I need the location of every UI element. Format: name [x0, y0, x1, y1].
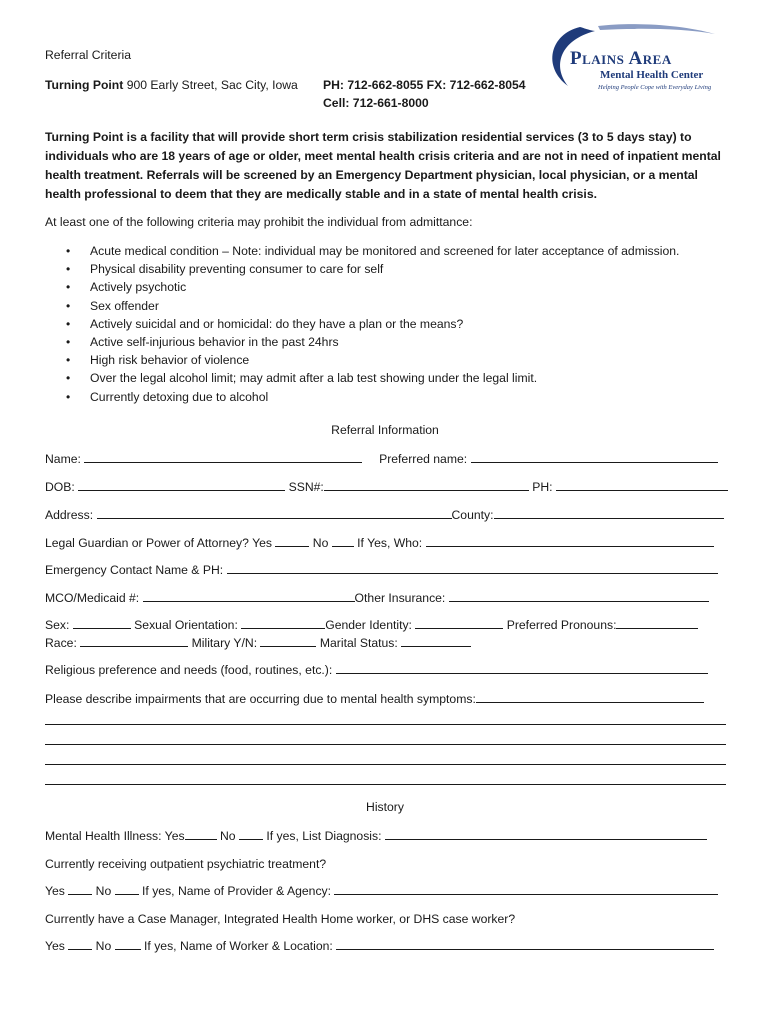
preferred-name-field[interactable]	[471, 452, 718, 463]
criteria-item: • Over the legal alcohol limit; may admit after a lab test showing under the legal limit.	[66, 370, 679, 388]
race-label: Race:	[45, 636, 77, 650]
dob-label: DOB:	[45, 480, 75, 494]
phone-fax: PH: 712-662-8055 FX: 712-662-8054	[323, 78, 526, 92]
mh-illness-row	[45, 829, 707, 843]
criteria-item: • Acute medical condition – Note: individual may be monitored and screened for later acceptance of admission.	[66, 243, 679, 261]
preferred-name-label: Preferred name:	[379, 452, 468, 466]
demographics-row-2	[45, 636, 471, 650]
ssn-field[interactable]	[324, 480, 529, 491]
guardian-label: Legal Guardian or Power of Attorney? Yes	[45, 536, 272, 550]
case-manager-yes-field[interactable]	[68, 939, 92, 950]
race-field[interactable]	[80, 636, 188, 647]
outpatient-yes-field[interactable]	[68, 884, 92, 895]
mco-label: MCO/Medicaid #:	[45, 591, 140, 605]
other-insurance-field[interactable]	[449, 591, 709, 602]
intro-paragraph: Turning Point is a facility that will provide short term crisis stabilization residential services (3 to 5 days stay) to individuals who are 18 years of age or older, meet mental health crisis criteria and are not in need of inpatient mental health treatment. Referrals will be screened by an Emergency Department physician, local physician, or a mental health professional to deem that they are medically stable and in a state of mental health crisis.	[45, 130, 721, 201]
demographics-row-1	[45, 618, 698, 632]
case-manager-yes-label: Yes	[45, 939, 65, 953]
impairments-line[interactable]	[45, 764, 726, 765]
religious-row	[45, 663, 708, 677]
logo-name: Plains Area	[570, 48, 672, 69]
mh-illness-yes-field[interactable]	[185, 829, 217, 840]
outpatient-no-label: No	[95, 884, 112, 898]
logo-subtitle: Mental Health Center	[600, 69, 704, 81]
criteria-item: • High risk behavior of violence	[66, 352, 679, 370]
facility-name: Turning Point	[45, 78, 124, 92]
criteria-list	[66, 243, 679, 407]
case-manager-no-field[interactable]	[115, 939, 141, 950]
provider-field[interactable]	[334, 884, 718, 895]
criteria-item: • Actively psychotic	[66, 279, 679, 297]
guardian-no-label: No	[312, 536, 329, 550]
criteria-item: • Active self-injurious behavior in the past 24hrs	[66, 334, 679, 352]
county-field[interactable]	[494, 508, 724, 519]
sexual-orientation-field[interactable]	[241, 618, 325, 629]
gender-identity-field[interactable]	[415, 618, 503, 629]
guardian-no-field[interactable]	[332, 536, 354, 547]
emergency-field[interactable]	[227, 563, 718, 574]
sex-field[interactable]	[73, 618, 131, 629]
name-row	[45, 452, 718, 466]
outpatient-question: Currently receiving outpatient psychiatric treatment?	[45, 857, 327, 871]
marital-field[interactable]	[401, 636, 471, 647]
marital-label: Marital Status:	[319, 636, 398, 650]
mh-illness-label: Mental Health Illness: Yes	[45, 829, 185, 843]
worker-label: If yes, Name of Worker & Location:	[144, 939, 333, 953]
impairments-row	[45, 692, 704, 706]
facility-address: 900 Early Street, Sac City, Iowa	[126, 78, 298, 92]
case-manager-question: Currently have a Case Manager, Integrated Health Home worker, or DHS case worker?	[45, 912, 516, 926]
religious-label: Religious preference and needs (food, routines, etc.):	[45, 663, 333, 677]
mh-illness-no-label: No	[219, 829, 236, 843]
insurance-row	[45, 591, 709, 605]
pronouns-field[interactable]	[616, 618, 698, 629]
ph-label: PH:	[532, 480, 553, 494]
worker-field[interactable]	[336, 939, 714, 950]
criteria-item: • Actively suicidal and or homicidal: do they have a plan or the means?	[66, 316, 679, 334]
impairments-line[interactable]	[45, 784, 726, 785]
plains-area-logo	[540, 22, 735, 100]
mh-illness-no-field[interactable]	[239, 829, 263, 840]
diagnosis-label: If yes, List Diagnosis:	[266, 829, 382, 843]
cell-phone: Cell: 712-661-8000	[323, 96, 429, 110]
guardian-yes-field[interactable]	[275, 536, 309, 547]
address-row	[45, 508, 724, 522]
county-label: County:	[451, 508, 494, 522]
military-field[interactable]	[260, 636, 316, 647]
name-field[interactable]	[84, 452, 362, 463]
sexual-orientation-label: Sexual Orientation:	[134, 618, 238, 632]
address-label: Address:	[45, 508, 94, 522]
religious-field[interactable]	[336, 663, 708, 674]
facility-line	[45, 78, 298, 92]
dob-field[interactable]	[78, 480, 285, 491]
outpatient-row	[45, 884, 718, 898]
military-label: Military Y/N:	[191, 636, 258, 650]
emergency-row	[45, 563, 718, 577]
case-manager-row	[45, 939, 714, 953]
guardian-who-label: If Yes, Who:	[357, 536, 423, 550]
impairments-line[interactable]	[45, 724, 726, 725]
emergency-label: Emergency Contact Name & PH:	[45, 563, 224, 577]
case-manager-no-label: No	[95, 939, 112, 953]
sex-label: Sex:	[45, 618, 70, 632]
diagnosis-field[interactable]	[385, 829, 707, 840]
guardian-who-field[interactable]	[426, 536, 714, 547]
name-label: Name:	[45, 452, 81, 466]
logo-tagline: Helping People Cope with Everyday Living	[598, 84, 712, 91]
impairments-field[interactable]	[476, 692, 704, 703]
dob-row	[45, 480, 728, 494]
address-field[interactable]	[97, 508, 452, 519]
impairments-line[interactable]	[45, 744, 726, 745]
criteria-item: • Currently detoxing due to alcohol	[66, 389, 679, 407]
mco-field[interactable]	[143, 591, 355, 602]
gender-identity-label: Gender Identity:	[325, 618, 412, 632]
criteria-item: • Physical disability preventing consumer to care for self	[66, 261, 679, 279]
ph-field[interactable]	[556, 480, 728, 491]
guardian-row	[45, 536, 714, 550]
document-title: Referral Criteria	[45, 48, 132, 62]
outpatient-yes-label: Yes	[45, 884, 65, 898]
criteria-item: • Sex offender	[66, 298, 679, 316]
other-insurance-label: Other Insurance:	[354, 591, 446, 605]
outpatient-no-field[interactable]	[115, 884, 139, 895]
referral-heading: Referral Information	[331, 423, 439, 437]
history-heading: History	[366, 800, 404, 814]
impairments-label: Please describe impairments that are occurring due to mental health symptoms:	[45, 692, 476, 706]
pronouns-label: Preferred Pronouns:	[506, 618, 617, 632]
ssn-label: SSN#:	[288, 480, 324, 494]
criteria-lead: At least one of the following criteria may prohibit the individual from admittance:	[45, 215, 473, 229]
provider-label: If yes, Name of Provider & Agency:	[142, 884, 332, 898]
